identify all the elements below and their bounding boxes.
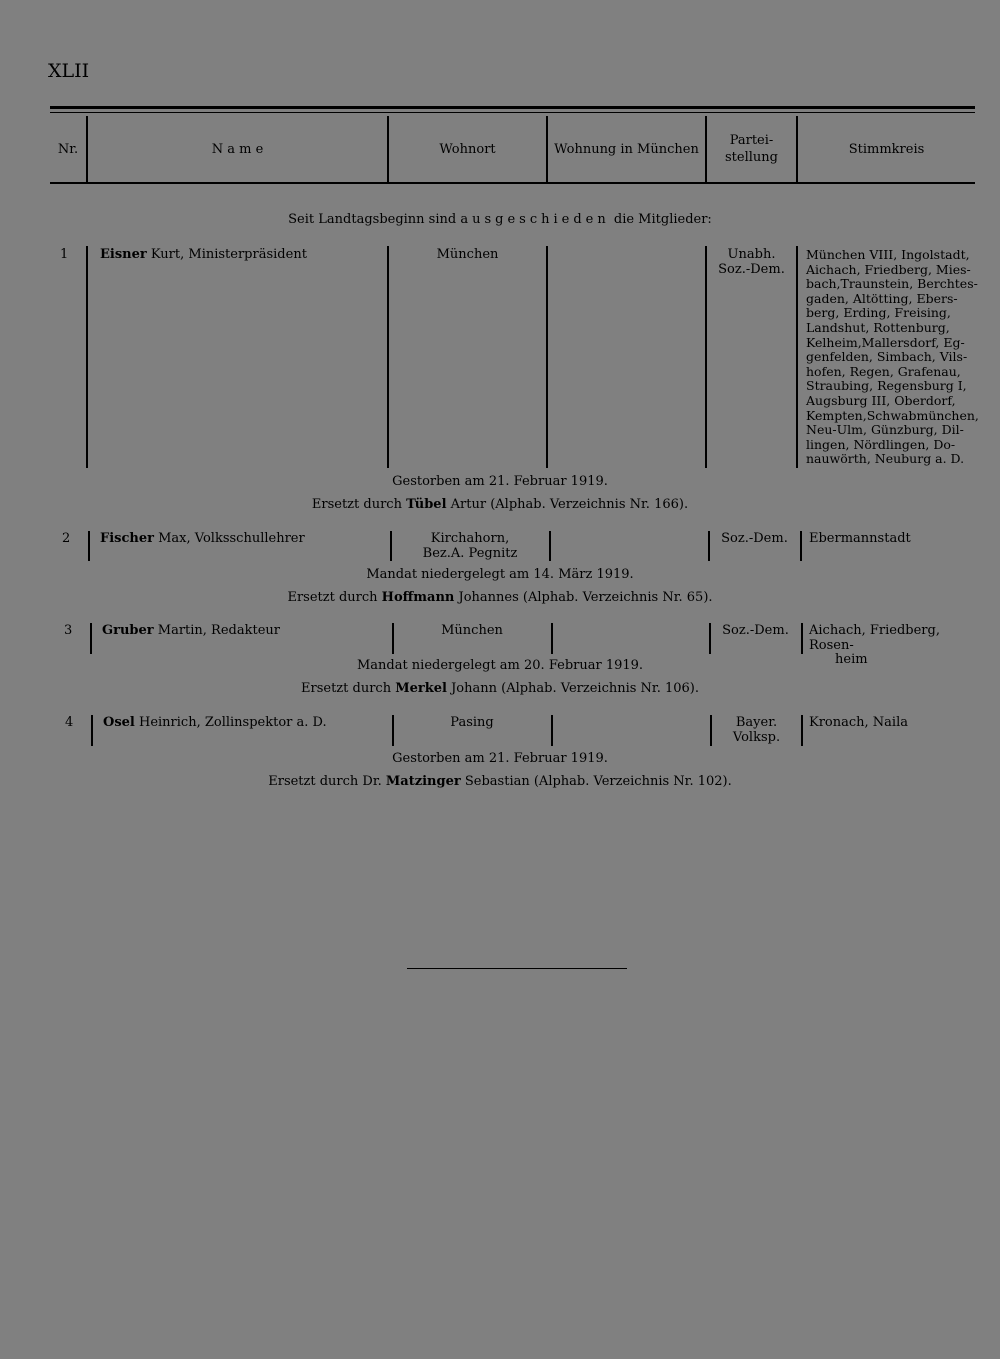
row-divider: [88, 531, 90, 561]
header-wohnort: Wohnort: [439, 141, 496, 157]
replacement-post: Artur (Alphab. Verzeichnis Nr. 166).: [450, 497, 689, 512]
replacement-name: Merkel: [395, 681, 447, 696]
member-name: [100, 532, 305, 547]
entry-note: Gestorben am 21. Februar 1919.: [392, 474, 608, 489]
wohnort-line1: München: [436, 247, 499, 262]
stimmkreis-line: lingen, Nördlingen, Do-: [806, 436, 956, 452]
stimmkreis-line: hofen, Regen, Grafenau,: [806, 363, 961, 379]
entry-number: 3: [64, 623, 73, 638]
stimmkreis: [809, 532, 984, 547]
parteistellung: [712, 716, 801, 745]
entry-note: Gestorben am 21. Februar 1919.: [392, 751, 608, 766]
row-divider: [796, 246, 798, 468]
entry-note: Mandat niedergelegt am 14. März 1919.: [366, 567, 634, 582]
replacement-post: Sebastian (Alphab. Verzeichnis Nr. 102).: [464, 774, 732, 789]
wohnort-line1: Kirchahorn,: [430, 531, 510, 546]
row-divider: [551, 623, 553, 654]
stimmkreis-line: Landshut, Rottenburg,: [806, 319, 950, 335]
replacement-name: Hoffmann: [381, 590, 455, 605]
partei-line1: Unabh.: [727, 247, 776, 262]
header-partei-line2: stellung: [725, 150, 778, 165]
member-name: [102, 624, 280, 639]
member-name: [103, 716, 327, 731]
row-divider: [549, 531, 551, 561]
stimmkreis-line: berg, Erding, Freising,: [806, 305, 951, 321]
stimmkreis-line: Aichach, Friedberg, Rosen-: [809, 623, 940, 653]
member-name: [100, 248, 307, 263]
header-name: N a m e: [211, 141, 264, 157]
header-wohnung: Wohnung in München: [554, 141, 699, 157]
member-surname: Osel: [103, 715, 135, 730]
wohnort: [389, 248, 546, 263]
replacement-pre: Ersetzt durch: [287, 590, 378, 605]
row-divider: [387, 246, 389, 468]
wohnort: [392, 532, 548, 561]
replacement-line: [0, 497, 1000, 513]
header-nr: Nr.: [57, 141, 79, 157]
parteistellung: [711, 624, 800, 639]
partei-line1: Bayer.: [735, 715, 778, 730]
member-details: Heinrich, Zollinspektor a. D.: [134, 715, 327, 730]
wohnort-line2: Bez.A. Pegnitz: [422, 545, 518, 561]
header-stimmkreis: Stimmkreis: [848, 141, 925, 157]
stimmkreis: [806, 248, 984, 467]
stimmkreis-line: München VIII, Ingolstadt,: [806, 247, 970, 262]
section-title: [0, 212, 1000, 228]
stimmkreis-line: Aichach, Friedberg, Mies-: [806, 261, 971, 277]
replacement-line: [0, 774, 1000, 790]
row-divider: [705, 246, 707, 468]
replacement-name: Matzinger: [385, 774, 461, 789]
header-top-rule-thick: [50, 106, 975, 109]
stimmkreis-line: Neu-Ulm, Günzburg, Dil-: [806, 422, 964, 438]
member-details: Max, Volksschullehrer: [153, 531, 305, 546]
wohnort-line1: München: [441, 623, 503, 638]
stimmkreis-line: nauwörth, Neuburg a. D.: [806, 451, 965, 467]
row-divider: [800, 531, 802, 561]
row-divider: [546, 246, 548, 468]
page-number: XLII: [48, 60, 90, 82]
stimmkreis-line: Ebermannstadt: [809, 531, 911, 546]
stimmkreis: [809, 716, 984, 731]
replacement-post: Johannes (Alphab. Verzeichnis Nr. 65).: [458, 590, 713, 605]
stimmkreis-line: bach,Traunstein, Berchtes-: [806, 276, 978, 292]
member-surname: Eisner: [100, 247, 147, 262]
header-partei-line1: Partei-: [729, 133, 774, 148]
replacement-post: Johann (Alphab. Verzeichnis Nr. 106).: [451, 681, 699, 696]
stimmkreis-line: heim: [835, 652, 868, 668]
entry-number: 2: [62, 531, 71, 546]
wohnort: [394, 716, 550, 731]
entry-number: 1: [60, 247, 69, 262]
row-divider: [551, 715, 553, 746]
stimmkreis-line: Kelheim,Mallersdorf, Eg-: [806, 334, 965, 350]
entry-number: 4: [65, 715, 74, 730]
partei-line1: Soz.-Dem.: [722, 623, 789, 638]
stimmkreis-line: gaden, Altötting, Ebers-: [806, 290, 958, 306]
member-details: Martin, Redakteur: [153, 623, 280, 638]
wohnort: [394, 624, 550, 639]
replacement-line: [0, 590, 1000, 606]
header-top-rule-thin: [50, 112, 975, 113]
replacement-pre: Ersetzt durch Dr.: [268, 774, 382, 789]
row-divider: [90, 623, 92, 654]
replacement-line: [0, 681, 1000, 697]
row-divider: [801, 715, 803, 746]
row-divider: [91, 715, 93, 746]
stimmkreis-line: Straubing, Regensburg I,: [806, 378, 967, 394]
section-title-spaced: ausgeschieden: [460, 212, 610, 227]
replacement-pre: Ersetzt durch: [311, 497, 402, 512]
partei-line2: Soz.-Dem.: [718, 261, 785, 277]
member-surname: Gruber: [102, 623, 154, 638]
entry-note: Mandat niedergelegt am 20. Februar 1919.: [356, 658, 644, 673]
stimmkreis-line: Augsburg III, Oberdorf,: [806, 392, 956, 408]
member-surname: Fischer: [100, 531, 154, 546]
partei-line1: Soz.-Dem.: [721, 531, 788, 546]
replacement-name: Tübel: [406, 497, 447, 512]
stimmkreis-line: genfelden, Simbach, Vils-: [806, 349, 968, 365]
header-parteistellung: [707, 116, 796, 182]
section-title-pre: Seit Landtagsbeginn sind: [288, 212, 457, 227]
row-divider: [86, 246, 88, 468]
replacement-pre: Ersetzt durch: [301, 681, 392, 696]
parteistellung: [707, 248, 796, 277]
parteistellung: [710, 532, 799, 547]
header-bottom-rule: [50, 182, 975, 184]
section-title-post: die Mitglieder:: [613, 212, 712, 227]
partei-line2: Volksp.: [732, 729, 781, 745]
wohnort-line1: Pasing: [450, 715, 494, 730]
closing-rule: [407, 968, 627, 969]
row-divider: [801, 623, 803, 654]
stimmkreis-line: Kronach, Naila: [809, 715, 908, 730]
stimmkreis-line: Kempten,Schwabmünchen,: [806, 407, 979, 423]
member-details: Kurt, Ministerpräsident: [146, 247, 307, 262]
